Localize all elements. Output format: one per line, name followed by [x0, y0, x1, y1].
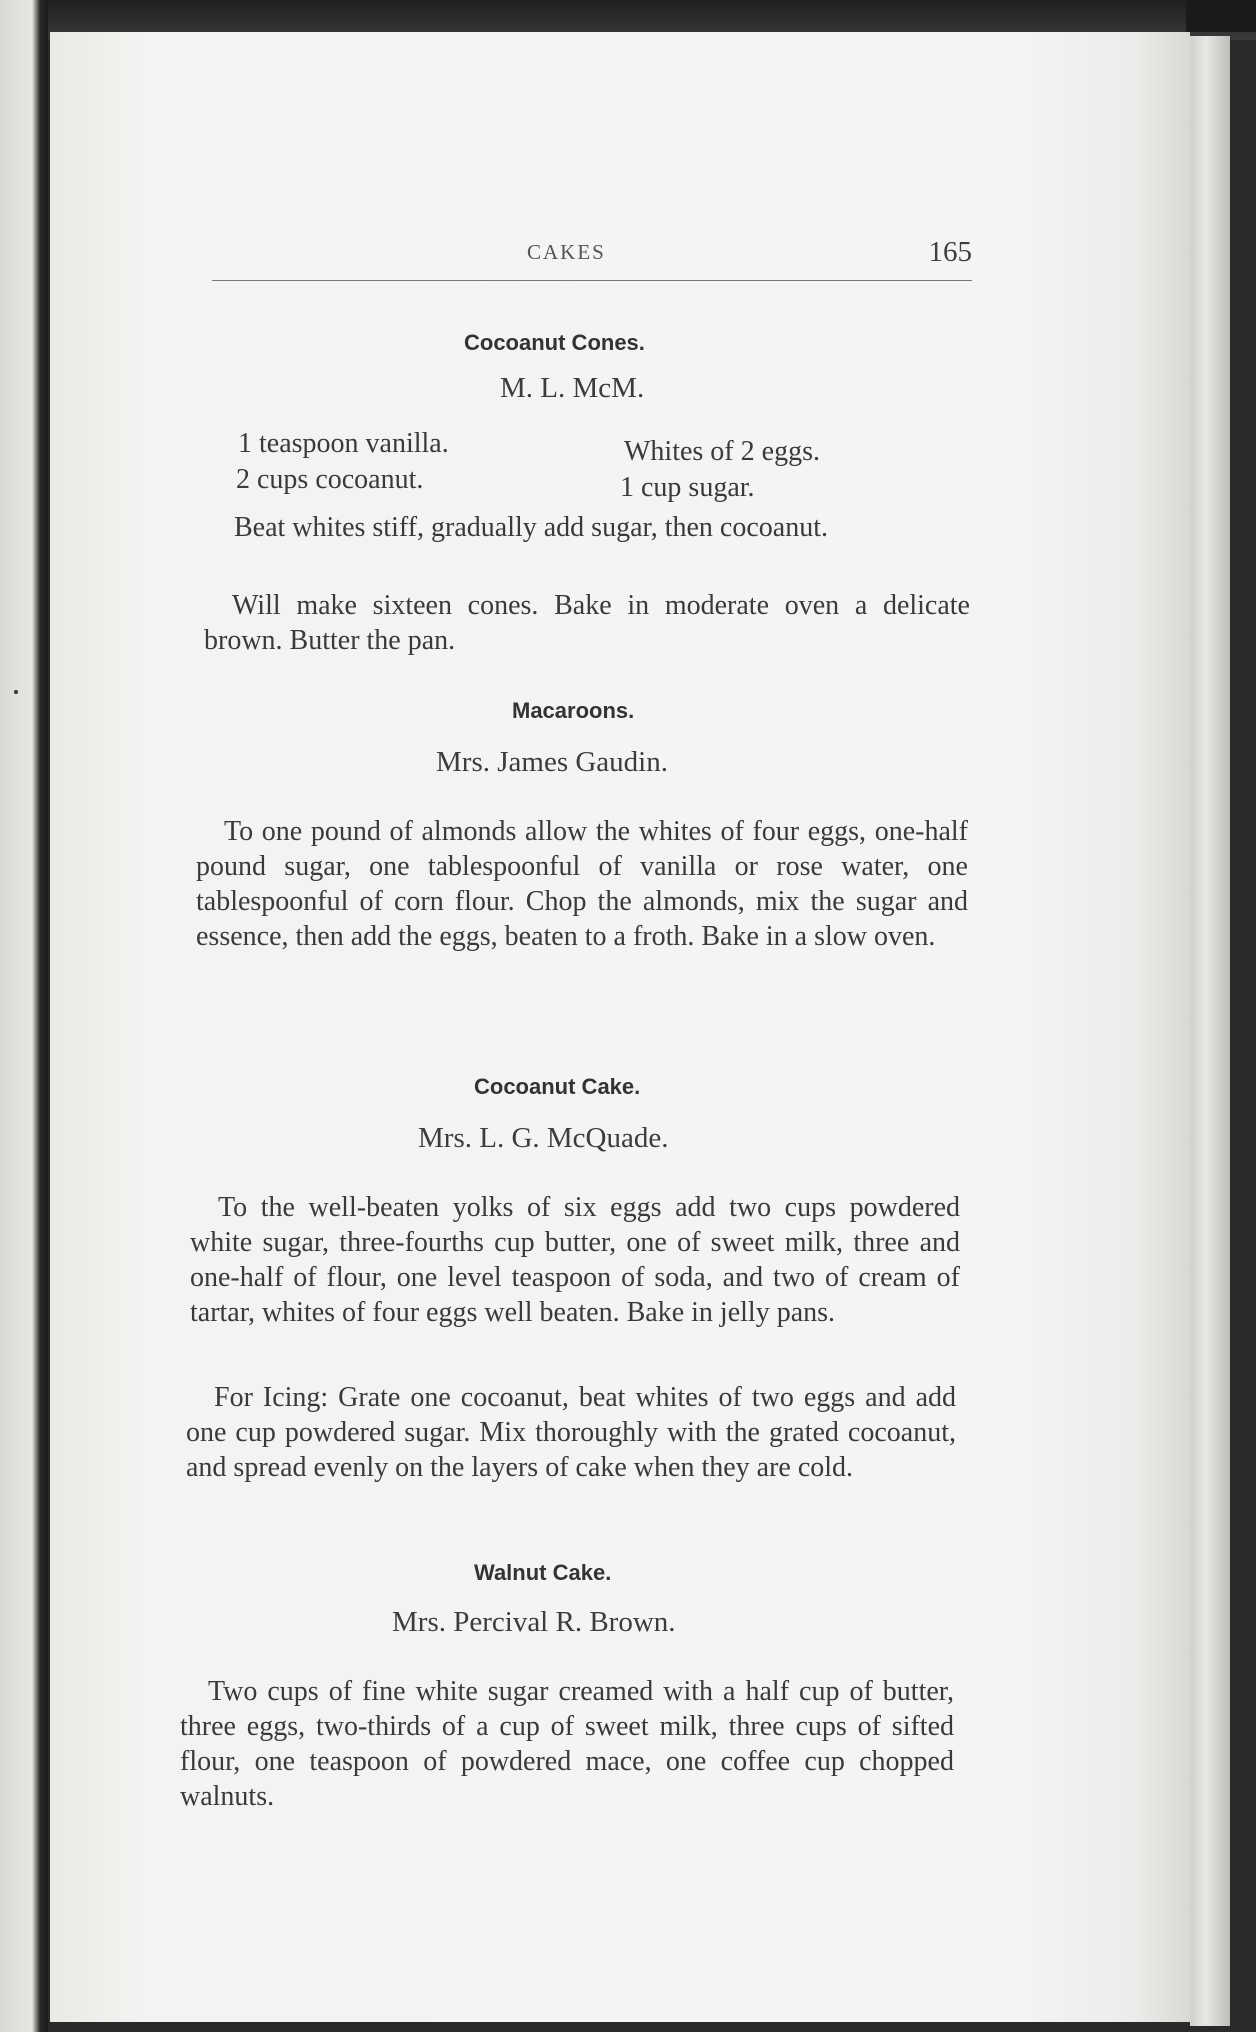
book-left-edge — [0, 0, 48, 2032]
recipe-title: Cocoanut Cake. — [474, 1074, 641, 1099]
ingredient: Whites of 2 eggs. — [624, 436, 820, 467]
recipe-title: Walnut Cake. — [474, 1560, 612, 1585]
recipe-paragraph: Beat whites stiff, gradually add sugar, then cocoanut. — [234, 512, 828, 543]
recipe-paragraph: To one pound of almonds allow the whites of four eggs, one-half pound sugar, one tablespoonful of vanilla or rose water, one tablespoonful of corn flour. Chop the almonds, mix the sugar and essence, then add the eggs, beaten to a froth. Bake in a slow oven. — [196, 816, 968, 952]
recipe-paragraph: Two cups of fine white sugar creamed with a half cup of butter, three eggs, two-thirds of a cup of sweet milk, three cups of sifted flour, one teaspoon of powdered mace, one coffee cup chopped walnuts. — [180, 1676, 954, 1812]
page-number: 165 — [928, 236, 972, 268]
scan-speck — [14, 690, 18, 694]
ingredient: 1 cup sugar. — [620, 472, 755, 503]
recipe-title: Macaroons. — [512, 698, 635, 723]
recipe-byline: Mrs. Percival R. Brown. — [392, 1606, 676, 1638]
page-header — [212, 236, 972, 286]
recipe-paragraph: To the well-beaten yolks of six eggs add two cups powdered white sugar, three-fourths cup butter, one of sweet milk, three and one-half of flour, one level teaspoon of soda, and two of cream of tartar, whites of four eggs well beaten. Bake in jelly pans. — [190, 1192, 960, 1328]
header-rule — [212, 280, 972, 281]
running-head: CAKES — [527, 240, 606, 264]
recipe-byline: Mrs. James Gaudin. — [436, 746, 668, 778]
recipe-title: Cocoanut Cones. — [464, 330, 645, 355]
ingredient: 2 cups cocoanut. — [236, 464, 424, 495]
scan-corner-shadow — [1186, 0, 1256, 32]
recipe-byline: M. L. McM. — [500, 372, 645, 404]
recipe-byline: Mrs. L. G. McQuade. — [418, 1122, 669, 1154]
ingredient: 1 teaspoon vanilla. — [238, 428, 449, 459]
book-page-edge — [1190, 36, 1230, 2026]
recipe-paragraph: Will make sixteen cones. Bake in moderate oven a delicate brown. Butter the pan. — [204, 590, 970, 656]
recipe-paragraph: For Icing: Grate one cocoanut, beat whites of two eggs and add one cup powdered sugar. Mix thoroughly with the grated cocoanut, and spread evenly on the layers of cake when they are cold. — [186, 1382, 956, 1483]
